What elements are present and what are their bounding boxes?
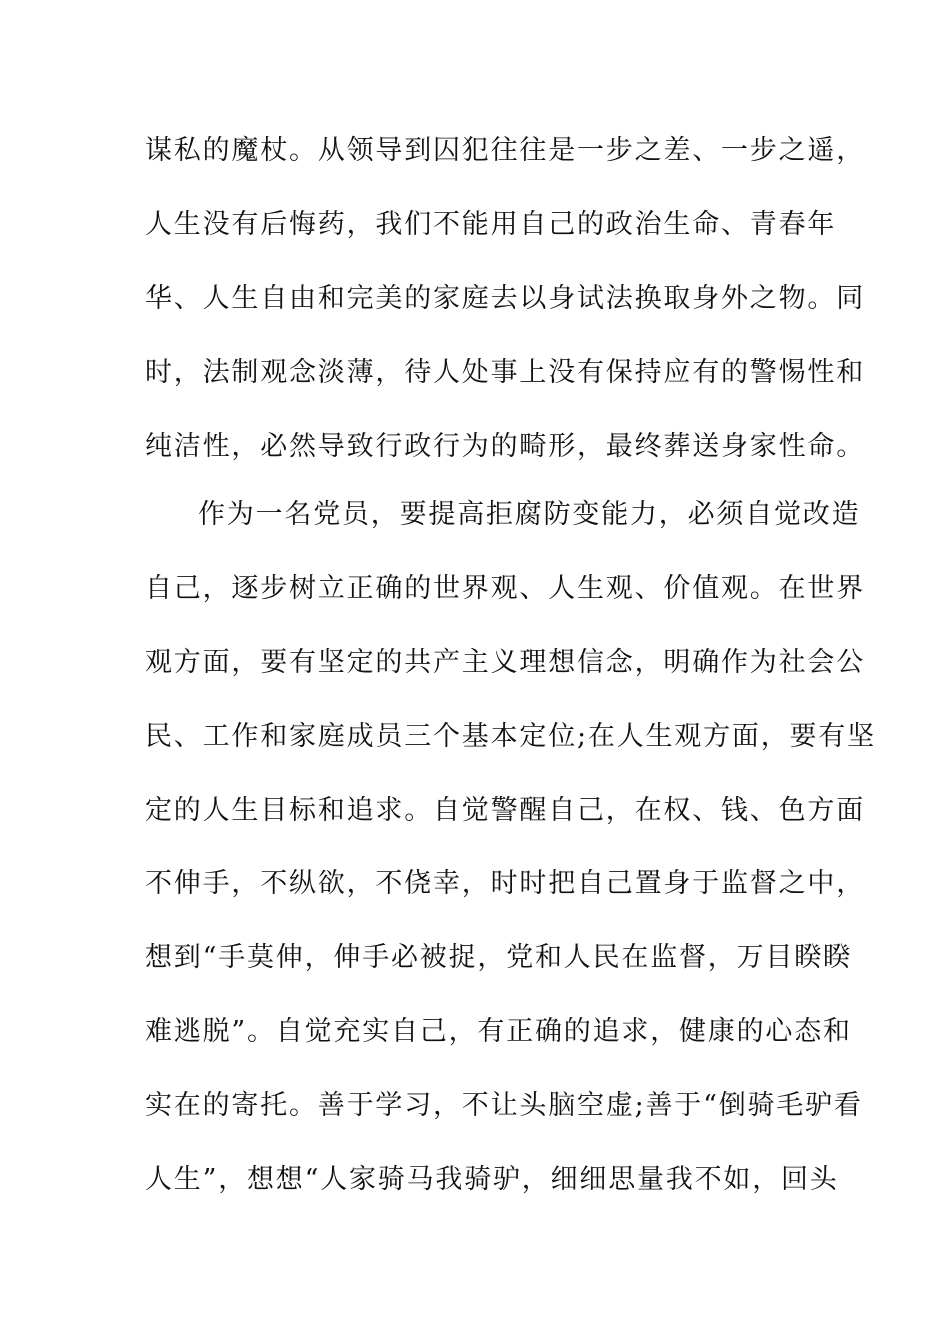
text-line: 难逃脱”。自觉充实自己，有正确的追求，健康的心态和 [145,1016,852,1047]
text-line: 想到“手莫伸，伸手必被捉，党和人民在监督，万目睽睽 [145,942,852,973]
text-line: 华、人生自由和完美的家庭去以身试法换取身外之物。同 [145,283,865,314]
text-line: 人生”，想想“人家骑马我骑驴，细细思量我不如，回头 [145,1164,839,1195]
text-line: 观方面，要有坚定的共产主义理想信念，明确作为社会公 [145,647,865,678]
text-line: 自己，逐步树立正确的世界观、人生观、价值观。在世界 [145,573,865,604]
text-line: 纯洁性，必然导致行政行为的畸形，最终葬送身家性命。 [145,431,865,462]
text-line: 时，法制观念淡薄，待人处事上没有保持应有的警惕性和 [145,357,865,388]
paragraph-first-line: 作为一名党员，要提高拒腐防变能力，必须自觉改造 [198,499,861,530]
text-line: 民、工作和家庭成员三个基本定位;在人生观方面，要有坚 [145,721,876,752]
text-line: 谋私的魔杖。从领导到囚犯往往是一步之差、一步之遥， [145,135,865,166]
text-line: 不伸手，不纵欲，不侥幸，时时把自己置身于监督之中， [145,868,865,899]
text-line: 实在的寄托。善于学习，不让头脑空虚;善于“倒骑毛驴看 [145,1090,863,1121]
text-line: 定的人生目标和追求。自觉警醒自己，在权、钱、色方面 [145,795,865,826]
text-line: 人生没有后悔药，我们不能用自己的政治生命、青春年 [145,209,837,240]
